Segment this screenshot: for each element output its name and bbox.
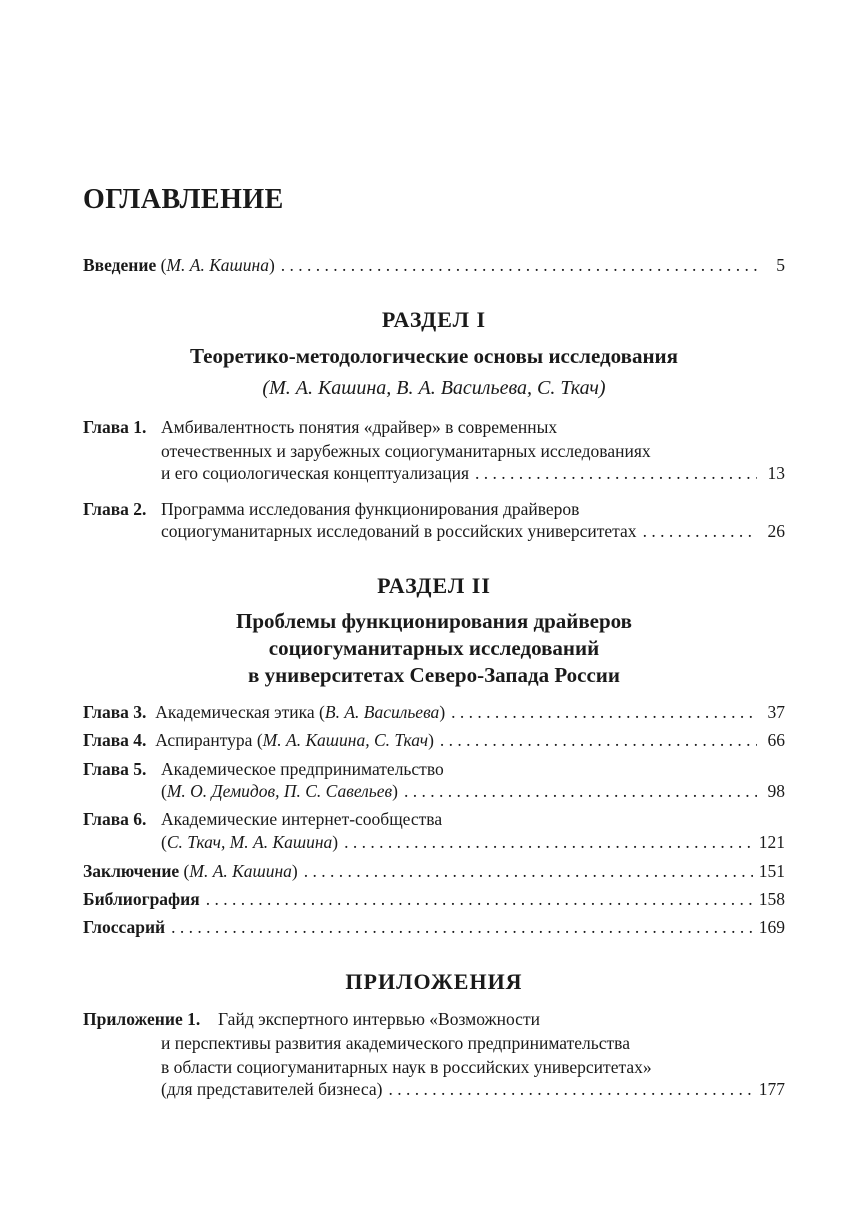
page-number: 37	[767, 702, 785, 722]
section-title: Теоретико-методологические основы исследования	[189, 344, 679, 368]
page-number: 98	[767, 781, 785, 801]
entry-author: М. А. Кашина	[166, 255, 269, 275]
toc-entry-chapter-6[interactable]: Глава 6. Академические интернет-сообщества	[83, 809, 443, 829]
page-number: 13	[767, 463, 785, 483]
toc-entry-chapter-5-end[interactable]: (М. О. Демидов, П. С. Савельев) . . . 98	[83, 779, 785, 803]
toc-entry-glossary[interactable]	[83, 915, 785, 939]
entry-label: Глава 1.	[83, 417, 147, 437]
toc-entry-appendix-1[interactable]: Приложение 1. Гайд экспертного интервью «Возможности	[83, 1009, 540, 1029]
leader-dots	[475, 461, 757, 485]
page-number: 5	[776, 255, 785, 275]
leader-dots	[388, 1077, 752, 1101]
toc-entry-chapter-2-end[interactable]: социогуманитарных исследований в российских университетах . . . 26	[83, 519, 785, 543]
toc-page: ОГЛАВЛЕНИЕ Введение (М. А. Кашина) . . . 5 РАЗДЕЛ I Теоретико-методологические основы исследования (М. А. Кашина, В. А. Васильева, С. Ткач) Глава 1. Амбивалентность понятия «драйвер» в современных отечественных и зарубежных социогуманитарных исследованиях и его социологическая концептуализация . . . 13 Глава 2. Программа исследования функционирования драйверов социогуманитарных исследований в российских университетах . . . 26 РАЗДЕЛ II Проблемы функционирования драйверов социогуманитарных исследований в университетах Северо-Запада России Глава 3. Академическая этика (В. А. Васильева) . . . 37 Глава 4. Аспирантура (М. А. Кашина, С. Ткач) . . . 66 Глава 5. Академическое предпринимательство (М. О. Демидов, П. С. Савельев) . . . 98 Глава 6. Академические интернет-сообщества (С. Ткач, М. А. Кашина) . . . 121 Заключение (М. А. Кашина) . . . 151 Библиография . . . 158 Глоссарий . . . 169 ПРИЛОЖЕНИЯ Приложение 1. Гайд экспертного интервью «Возможности и перспективы развития академического предпринимательства в области социогуманитарных наук в российских университетах» (для представителей бизнеса) . . . 177	[83, 0, 785, 1211]
toc-entry-appendix-1-end[interactable]: (для представителей бизнеса) . . . 177	[83, 1077, 785, 1101]
toc-entry-chapter-3[interactable]: Глава 3. Академическая этика (В. А. Васильева) . . . 37	[83, 700, 785, 724]
section-authors: (М. А. Кашина, В. А. Васильева, С. Ткач)	[262, 377, 606, 399]
entry-label: Библиография	[83, 889, 200, 909]
page-number: 169	[758, 917, 785, 937]
entry-label: Приложение 1.	[83, 1009, 201, 1029]
leader-dots	[440, 728, 757, 752]
toc-entry-chapter-6-end[interactable]: (С. Ткач, М. А. Кашина) . . . 121	[83, 830, 785, 854]
section-label: РАЗДЕЛ II	[377, 573, 491, 598]
page-number: 151	[758, 861, 785, 881]
entry-label: Глава 6.	[83, 809, 147, 829]
leader-dots	[643, 519, 757, 543]
page-title: ОГЛАВЛЕНИЕ	[83, 184, 284, 215]
section-label: РАЗДЕЛ I	[381, 307, 487, 332]
toc-entry-bibliography[interactable]	[83, 887, 785, 911]
toc-entry-chapter-5[interactable]: Глава 5. Академическое предпринимательство	[83, 759, 444, 779]
entry-label: Глава 5.	[83, 759, 147, 779]
page-number: 26	[767, 521, 785, 541]
entry-author: М. О. Демидов, П. С. Савельев	[166, 781, 393, 801]
toc-entry-chapter-1[interactable]: Глава 1. Амбивалентность понятия «драйвер» в современных	[83, 417, 558, 437]
page-number: 158	[758, 889, 785, 909]
entry-author: В. А. Васильева	[324, 702, 440, 722]
entry-author: М. А. Кашина, С. Ткач	[262, 730, 429, 750]
toc-entry-chapter-2[interactable]: Глава 2. Программа исследования функционирования драйверов	[83, 499, 580, 519]
section-title-line: Проблемы функционирования драйверов	[235, 609, 633, 633]
entry-label: Заключение	[83, 861, 180, 881]
leader-dots	[171, 915, 753, 939]
section-title-line: социогуманитарных исследований	[268, 636, 600, 660]
entry-author: М. А. Кашина	[189, 861, 292, 881]
appendices-label: ПРИЛОЖЕНИЯ	[345, 969, 523, 994]
page-number: 177	[758, 1079, 785, 1099]
leader-dots	[451, 700, 757, 724]
section-title-line: в университетах Северо-Запада России	[247, 663, 620, 687]
entry-label: Глава 2.	[83, 499, 147, 519]
toc-entry-intro[interactable]: Введение (М. А. Кашина) . . . 5	[83, 253, 785, 277]
toc-entry-chapter-4[interactable]: Глава 4. Аспирантура (М. А. Кашина, С. Ткач) . . . 66	[83, 728, 785, 752]
page-number: 66	[767, 730, 785, 750]
entry-author: С. Ткач, М. А. Кашина	[166, 832, 333, 852]
entry-label: Глоссарий	[83, 917, 166, 937]
entry-label: Глава 3.	[83, 702, 147, 722]
entry-label: Введение	[83, 255, 157, 275]
leader-dots	[281, 253, 757, 277]
leader-dots	[404, 779, 757, 803]
page-number: 121	[758, 832, 785, 852]
leader-dots	[304, 859, 753, 883]
leader-dots	[206, 887, 753, 911]
entry-label: Глава 4.	[83, 730, 147, 750]
leader-dots	[344, 830, 753, 854]
toc-entry-chapter-1-end[interactable]: и его социологическая концептуализация . . . 13	[83, 461, 785, 485]
toc-entry-conclusion[interactable]: Заключение (М. А. Кашина) . . . 151	[83, 859, 785, 883]
